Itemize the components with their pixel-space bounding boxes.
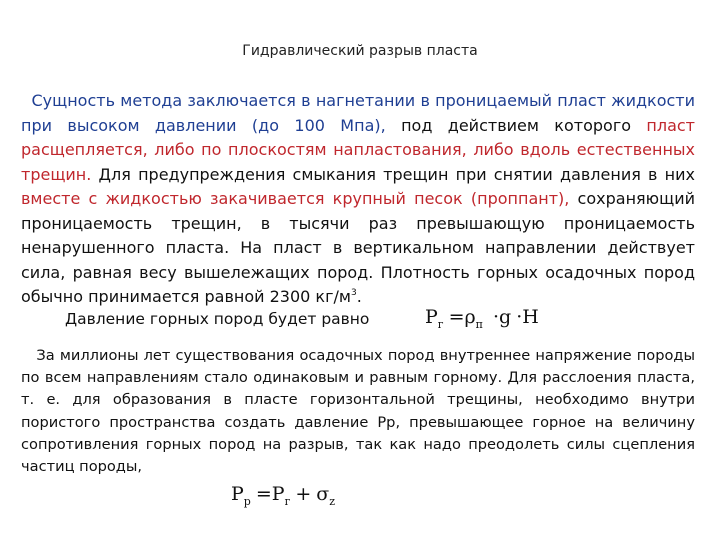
highlight-splitting-red: пласт расщепляется, либо по плоскостям напластования, либо вдоль естественных трещин. — [21, 115, 695, 184]
highlight-proppant-red: вместе с жидкостью закачивается крупный песок (проппант), — [21, 189, 570, 208]
text-segment: . — [356, 287, 362, 306]
formula-symbol: = — [448, 306, 465, 328]
formula-symbol: · — [493, 306, 500, 328]
superscript: 3 — [350, 288, 357, 298]
paragraph-internal-stress — [21, 345, 695, 478]
formula-symbol: H — [522, 306, 539, 328]
formula-symbol: P — [231, 483, 244, 505]
text-segment: сохраняющий проницаемость трещин, в тысячи раз превышающую проницаемость ненарушенного пласта. На пласт в вертикальном направлении действует сила, равная весу вышележащих пород. Плотность горных осадочных пород обычно принимается равной 2300 кг/м — [21, 189, 695, 306]
text-segment: Для предупреждения смыкания трещин при снятии давления в них — [91, 164, 695, 184]
formula-subscript: г — [437, 318, 444, 331]
formula-symbol: · — [516, 306, 523, 328]
paragraph-method-essence — [21, 89, 695, 310]
formula-fracture-pressure — [231, 482, 335, 514]
pressure-label: Давление горных пород будет равно — [65, 310, 370, 328]
text-segment: под действием которого — [385, 115, 647, 135]
slide-title: Гидравлический разрыв пласта — [242, 43, 478, 59]
text-segment: За миллионы лет существования осадочных пород внутреннее напряжение породы по всем направлениям стало одинаковым и равным горному. Для расслоения пласта, т. е. для образования в пласте горизонтальной трещины, необходимо внутри пористого пространства создать давление Рр, превышающее горное на величину сопротивления горных пород на разрыв, так как надо преодолеть силы сцепления частиц породы, — [21, 347, 695, 476]
formula-symbol: P — [425, 306, 438, 328]
formula-symbol: σ — [316, 483, 330, 505]
formula-symbol: ρ — [464, 306, 476, 328]
formula-subscript: р — [243, 495, 251, 508]
formula-symbol: g — [499, 306, 512, 328]
formula-subscript: г — [284, 495, 291, 508]
formula-rock-pressure — [425, 305, 539, 337]
formula-subscript: п — [475, 318, 483, 331]
highlight-method-blue: Сущность метода заключается в нагнетании в проницаемый пласт жидкости при высоком давлении (до 100 Мпа), — [21, 91, 695, 135]
formula-symbol: P — [271, 483, 285, 505]
formula-symbol: = — [255, 483, 272, 505]
formula-subscript: z — [329, 495, 336, 508]
formula-symbol: + — [295, 483, 312, 505]
